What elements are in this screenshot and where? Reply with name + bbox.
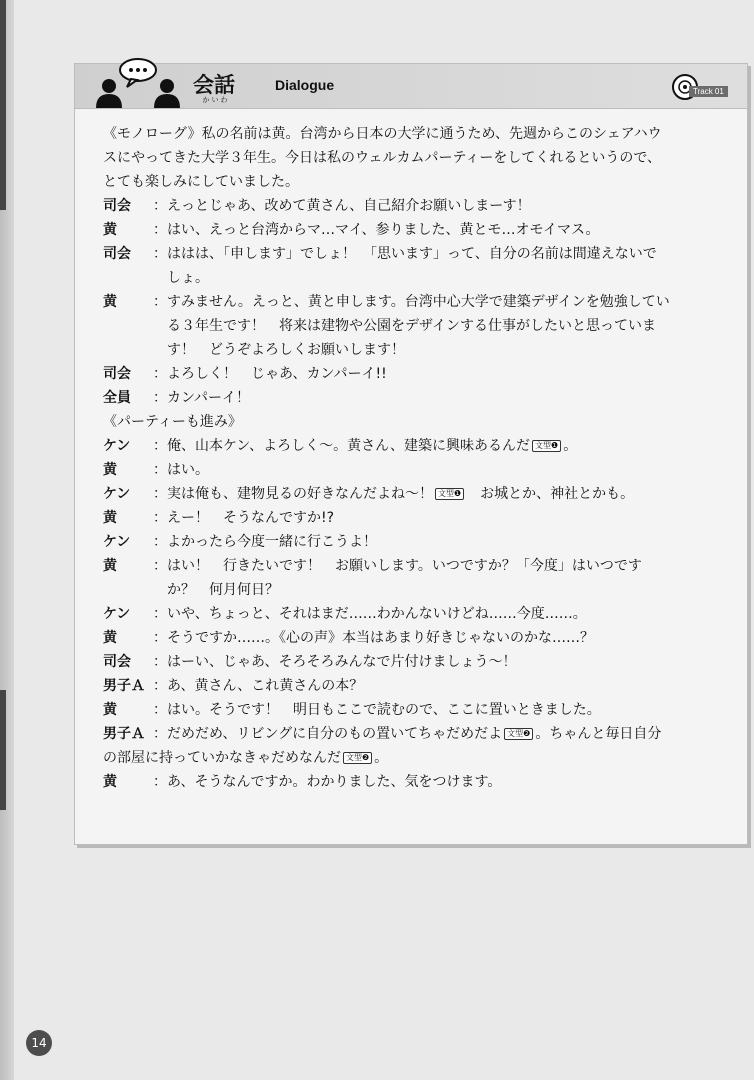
speaker-name: 全員 <box>103 390 131 406</box>
dialogue-text: ：はい、えっと台湾からマ…マイ、参りました、黄とモ…オモイマス。 <box>153 222 600 238</box>
dialogue-box <box>74 63 748 845</box>
dialogue-text: ：あ、黄さん、これ黄さんの本？ <box>153 678 364 694</box>
dialogue-continuation: の部屋に持っていかなきゃだめなんだ <box>103 750 341 766</box>
dialogue-line <box>103 242 743 266</box>
narration-line <box>103 338 743 362</box>
speaker-name: 男子Ａ <box>103 678 145 694</box>
dialogue-line <box>103 434 743 458</box>
dialogue-text: ：あ、そうなんですか。わかりました、気をつけます。 <box>153 774 502 790</box>
dialogue-text: ：えー！ そうなんですか!? <box>153 510 335 526</box>
grammar-pattern-badge: 文型❷ <box>343 752 372 764</box>
dialogue-line <box>103 650 743 674</box>
speaker-name: 司会 <box>103 198 131 214</box>
dialogue-text: ：俺、山本ケン、よろしく～。黄さん、建築に興味あるんだ <box>153 438 531 454</box>
dialogue-line <box>103 530 743 554</box>
dialogue-line <box>103 602 743 626</box>
dialogue-text: ：カンパーイ！ <box>153 390 251 406</box>
dialogue-continuation: る３年生です！ 将来は建物や公園をデザインする仕事がしたいと思っていま <box>167 318 657 334</box>
narration-text: 《モノローグ》私の名前は黄。台湾から日本の大学に通うため、先週からこのシェアハウ <box>103 126 662 142</box>
dialogue-line <box>103 698 743 722</box>
dialogue-line <box>103 218 743 242</box>
dialogue-text: ：はい。そうです！ 明日もここで読むので、ここに置いときました。 <box>153 702 601 718</box>
speaker-name: ケン <box>103 606 131 622</box>
speaker-name: 男子Ａ <box>103 726 145 742</box>
dialogue-text: ：ははは、「申します」でしょ！ 「思います」って、自分の名前は間違えないで <box>153 246 657 262</box>
book-spine <box>0 0 14 1080</box>
dialogue-line <box>103 482 743 506</box>
section-header <box>75 64 747 109</box>
conversation-icon <box>95 56 181 108</box>
narration-line <box>103 314 743 338</box>
dialogue-text-after: 。ちゃんと毎日自分 <box>535 726 662 742</box>
section-title: 会話 <box>193 73 235 97</box>
dialogue-line <box>103 674 743 698</box>
spine-mark <box>0 690 6 810</box>
speaker-name: ケン <box>103 438 131 454</box>
dialogue-text-after: 。 <box>563 438 578 454</box>
narration-line <box>103 170 743 194</box>
dialogue-text: ：よかったら今度一緒に行こうよ！ <box>153 534 377 550</box>
dialogue-line <box>103 554 743 578</box>
dialogue-line <box>103 194 743 218</box>
faded-background-illustration <box>74 860 746 1000</box>
speaker-name: 黄 <box>103 294 117 310</box>
dialogue-line <box>103 290 743 314</box>
dialogue-text: ：はい！ 行きたいです！ お願いします。いつですか？「今度」はいつです <box>153 558 642 574</box>
dialogue-text: ：実は俺も、建物見るの好きなんだよね～！ <box>153 486 433 502</box>
dialogue-continuation: しょ。 <box>167 270 209 286</box>
dialogue-continuation: す！ どうぞよろしくお願いします！ <box>167 342 405 358</box>
dialogue-content <box>103 122 743 794</box>
speaker-name: 黄 <box>103 222 117 238</box>
speaker-name: 司会 <box>103 654 131 670</box>
dialogue-line <box>103 770 743 794</box>
narration-line <box>103 578 743 602</box>
speaker-name: 黄 <box>103 462 117 478</box>
narration-line <box>103 146 743 170</box>
dialogue-text: ：だめだめ、リビングに自分のもの置いてちゃだめだよ <box>153 726 503 742</box>
narration-line <box>103 410 743 434</box>
speaker-name: ケン <box>103 486 131 502</box>
narration-text: 《パーティーも進み》 <box>103 414 242 430</box>
dialogue-text: ：すみません。えっと、黄と申します。台湾中心大学で建築デザインを勉強してい <box>153 294 670 310</box>
dialogue-text: ：はーい、じゃあ、そろそろみんなで片付けましょう～！ <box>153 654 517 670</box>
dialogue-text: ：そうですか……。《心の声》本当はあまり好きじゃないのかな……？ <box>153 630 594 646</box>
dialogue-text: ：えっとじゃあ、改めて黄さん、自己紹介お願いしまーす！ <box>153 198 531 214</box>
grammar-pattern-badge: 文型❶ <box>532 440 561 452</box>
dialogue-text: ：はい。 <box>153 462 209 478</box>
dialogue-line <box>103 506 743 530</box>
section-subtitle: Dialogue <box>275 77 335 93</box>
narration-line <box>103 122 743 146</box>
dialogue-line <box>103 386 743 410</box>
speaker-name: 司会 <box>103 366 131 382</box>
section-title-ruby: かいわ <box>202 96 230 104</box>
track-label: Track 01 <box>689 86 728 97</box>
speaker-name: 黄 <box>103 510 117 526</box>
speaker-name: 黄 <box>103 630 117 646</box>
dialogue-text-after: 。 <box>374 750 389 766</box>
dialogue-text: ：よろしく！ じゃあ、カンパーイ!! <box>153 366 387 382</box>
grammar-pattern-badge: 文型❷ <box>504 728 533 740</box>
dialogue-continuation: か？ 何月何日？ <box>167 582 279 598</box>
grammar-pattern-badge: 文型❶ <box>435 488 464 500</box>
narration-line <box>103 266 743 290</box>
speaker-name: 黄 <box>103 702 117 718</box>
dialogue-line <box>103 458 743 482</box>
speaker-name: ケン <box>103 534 131 550</box>
speaker-name: 黄 <box>103 774 117 790</box>
page-number: 14 <box>26 1030 52 1056</box>
dialogue-text: ：いや、ちょっと、それはまだ……わかんないけどね……今度……。 <box>153 606 587 622</box>
narration-text: スにやってきた大学３年生。今日は私のウェルカムパーティーをしてくれるというので、 <box>103 150 662 166</box>
audio-track-badge <box>671 72 731 104</box>
dialogue-line <box>103 362 743 386</box>
narration-line <box>103 746 743 770</box>
dialogue-text-after: お城とか、神社とかも。 <box>466 486 635 502</box>
narration-text: とても楽しみにしていました。 <box>103 174 299 190</box>
speaker-name: 司会 <box>103 246 131 262</box>
spine-mark <box>0 0 6 210</box>
dialogue-line <box>103 722 743 746</box>
speaker-name: 黄 <box>103 558 117 574</box>
dialogue-line <box>103 626 743 650</box>
